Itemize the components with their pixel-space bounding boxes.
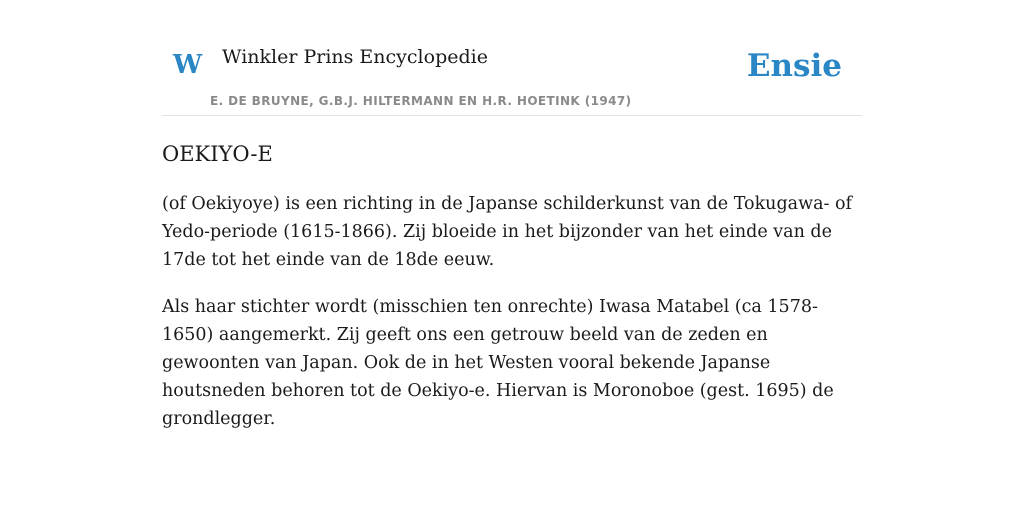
source-title[interactable]: Winkler Prins Encyclopedie — [222, 46, 488, 68]
source-authors: E. DE BRUYNE, G.B.J. HILTERMANN EN H.R. HOETINK (1947) — [210, 94, 632, 108]
source-logo[interactable]: W — [173, 50, 203, 80]
article-paragraph-1: (of Oekiyoye) is een richting in de Japanse schilderkunst van de Tokugawa- of Yedo-periode (1615-1866). Zij bloeide in het bijzonder van het einde van de 17de tot het einde van de 18de eeuw. — [162, 194, 852, 270]
source-header — [162, 38, 862, 116]
article-paragraph-2: Als haar stichter wordt (misschien ten onrechte) Iwasa Matabel (ca 1578-1650) aangemerkt. Zij geeft ons een getrouw beeld van de zeden en gewoonten van Japan. Ook de in het Westen vooral bekende Japanse houtsneden behoren tot de Oekiyo-e. Hiervan is Moronoboe (gest. 1695) de grondlegger. — [162, 297, 834, 429]
article — [162, 138, 862, 452]
article-title: OEKIYO-E — [162, 142, 273, 166]
ensie-brand-link[interactable]: Ensie — [746, 48, 842, 84]
